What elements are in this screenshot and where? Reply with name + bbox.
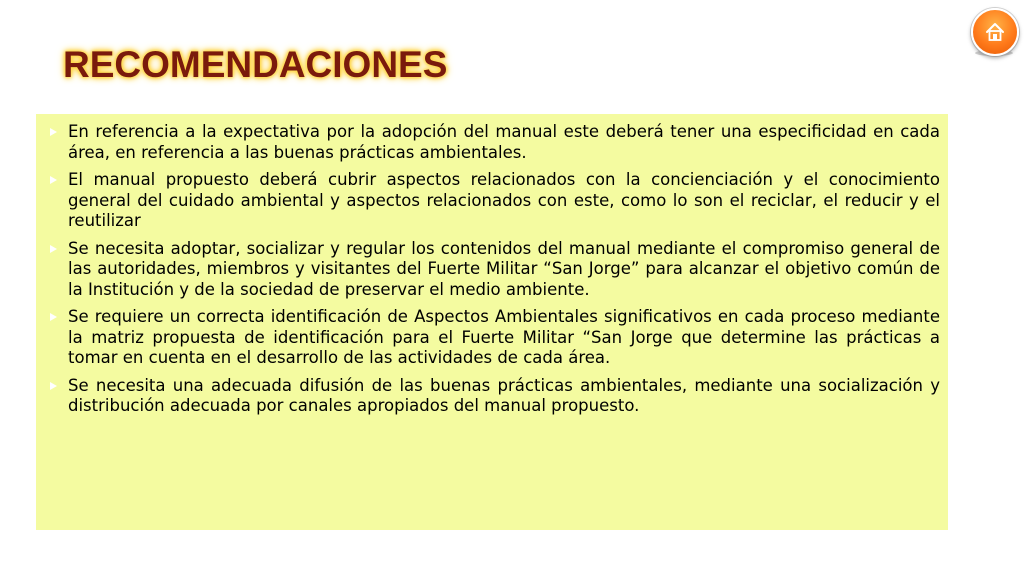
- triangle-right-icon: [50, 382, 57, 390]
- content-box: [36, 114, 948, 530]
- list-item-text: Se necesita adoptar, socializar y regular los contenidos del manual mediante el compromiso general de las autoridades, miembros y visitantes del Fuerte Militar “San Jorge” para alcanzar el objetivo común de la Institución y de la sociedad de preservar el medio ambiente.: [68, 238, 940, 299]
- triangle-right-icon: [50, 128, 57, 136]
- list-item-text: En referencia a la expectativa por la adopción del manual este deberá tener una especificidad en cada área, en referencia a las buenas prácticas ambientales.: [68, 122, 940, 162]
- triangle-right-icon: [50, 245, 57, 253]
- list-item: [50, 122, 940, 163]
- list-item: [50, 376, 940, 417]
- list-item-text: El manual propuesto deberá cubrir aspectos relacionados con la concienciación y el conocimiento general del cuidado ambiental y aspectos relacionados con este, como lo son el reciclar, el reducir y el reutilizar: [68, 170, 940, 230]
- home-icon: [984, 21, 1006, 43]
- slide-title: RECOMENDACIONES: [63, 44, 448, 85]
- list-item-text: Se requiere un correcta identificación de Aspectos Ambientales significativos en cada proceso mediante la matriz propuesta de identificación para el Fuerte Militar “San Jorge que determine las prácticas a tomar en cuenta en el desarrollo de las actividades de cada área.: [68, 307, 940, 367]
- triangle-right-icon: [50, 313, 57, 321]
- list-item: [50, 307, 940, 369]
- list-item-text: Se necesita una adecuada difusión de las buenas prácticas ambientales, mediante una socialización y distribución adecuada por canales apropiados del manual propuesto.: [68, 375, 940, 415]
- bullet-list: [50, 122, 940, 417]
- home-button[interactable]: [971, 8, 1019, 56]
- list-item: [50, 239, 940, 301]
- list-item: [50, 170, 940, 232]
- triangle-right-icon: [50, 176, 57, 184]
